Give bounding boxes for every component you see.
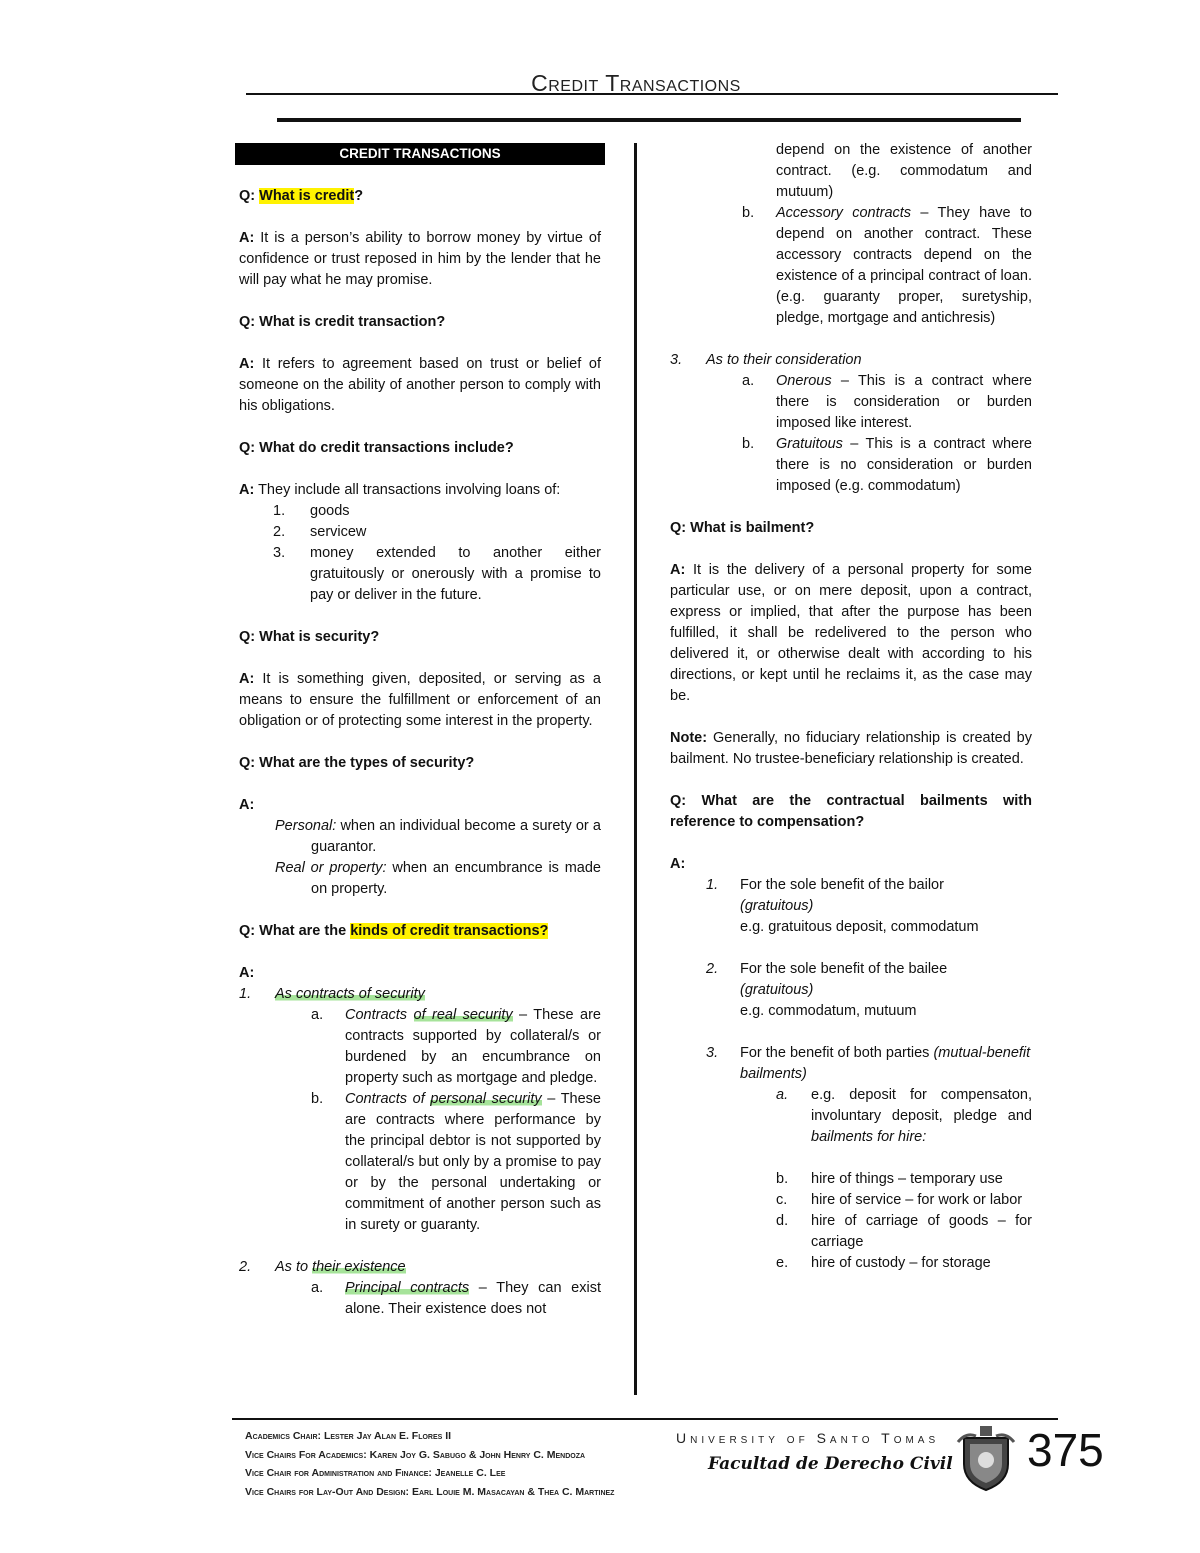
- answer-label: A:: [670, 856, 686, 872]
- header-rule: [246, 93, 1058, 95]
- list-item: a. Onerous – This is a contract where there is consideration or burden imposed like interest.: [742, 373, 1032, 431]
- list-item: e. hire of custody – for storage: [776, 1255, 991, 1271]
- question-kinds-credit: Q: What are the kinds of credit transactions?: [239, 923, 549, 939]
- question-credit-transaction: Q: What is credit transaction?: [239, 314, 446, 330]
- left-column: [239, 140, 601, 1320]
- list-item: 1. For the sole benefit of the bailor (gratuitous) e.g. gratuitous deposit, commodatum: [706, 877, 979, 935]
- university-name: University of Santo Tomas: [676, 1430, 940, 1446]
- list-item: c. hire of service – for work or labor: [776, 1192, 1023, 1208]
- footer-credits: [245, 1427, 614, 1501]
- question-credit-includes: Q: What do credit transactions include?: [239, 440, 514, 456]
- answer-credit-transaction: A: It refers to agreement based on trust or belief of someone on the ability of another person to comply with his obligations.: [239, 356, 601, 414]
- list-item: 3. money extended to another either gratuitously or onerously with a promise to pay or deliver in the future.: [273, 545, 601, 603]
- question-credit: Q: What is credit?: [239, 188, 364, 204]
- list-item: d. hire of carriage of goods – for carriage: [776, 1213, 1032, 1250]
- list-item: a. Principal contracts – They can exist alone. Their existence does not: [311, 1280, 601, 1317]
- footer-credit-line: Academics Chair: Lester Jay Alan E. Flores II: [245, 1430, 452, 1442]
- list-item: b. Contracts of personal security – These are contracts where performance by the principal debtor is not supported by collateral/s but only by a promise to pay or by the personal undertaking or commitment of another person such as in surety or guaranty.: [311, 1091, 601, 1233]
- footer-rule: [232, 1418, 1058, 1420]
- header-rule-thick: [277, 118, 1021, 122]
- list-item: b. Accessory contracts – They have to depend on another contract. These accessory contracts depend on the existence of a principal contract of loan. (e.g. guaranty proper, suretyship, pledge, mortgage and antichresis): [742, 205, 1032, 326]
- list-item: 2. For the sole benefit of the bailee (gratuitous) e.g. commodatum, mutuum: [706, 961, 948, 1019]
- answer-credit-includes: A: They include all transactions involving loans of:: [239, 482, 561, 498]
- list-item: 1. goods: [273, 503, 350, 519]
- answer-security: A: It is something given, deposited, or serving as a means to ensure the fulfillment or enforcement of an obligation or of protecting some interest in the property.: [239, 671, 601, 729]
- faculty-name: Facultad de Derecho Civil: [708, 1454, 953, 1474]
- list-item: a. e.g. deposit for compensaton, involuntary deposit, pledge and bailments for hire:: [776, 1087, 1032, 1145]
- list-item: 2. As to their existence: [239, 1259, 406, 1275]
- footer-credit-line: Vice Chairs for Lay-Out And Design: Earl Louie M. Masacayan & Thea C. Martinez: [245, 1485, 615, 1498]
- page-number: 375: [1027, 1424, 1104, 1476]
- list-item: 3. As to their consideration: [670, 352, 862, 368]
- list-item: b. hire of things – temporary use: [776, 1171, 1003, 1187]
- answer-credit: A: It is a person’s ability to borrow money by virtue of confidence or trust reposed in him by the lender that he will pay what he may promise.: [239, 230, 601, 288]
- list-item: a. Contracts of real security – These are contracts supported by collateral/s or burdened by an encumbrance on property such as mortgage and pledge.: [311, 1007, 601, 1086]
- section-title: CREDIT TRANSACTIONS: [235, 143, 605, 165]
- security-personal: Personal: when an individual become a surety or a guarantor.: [275, 818, 601, 855]
- continued-text: depend on the existence of another contract. (e.g. commodatum and mutuum): [776, 142, 1032, 200]
- security-real: Real or property: when an encumbrance is made on property.: [275, 860, 601, 897]
- right-column: [670, 140, 1032, 1274]
- footer-credit-line: Vice Chair for Administration and Finance: Jeanelle C. Lee: [245, 1467, 506, 1479]
- footer-credit-line: Vice Chairs For Academics: Karen Joy G. Sabugo & John Henry C. Mendoza: [245, 1448, 586, 1461]
- answer-label: A:: [239, 797, 255, 813]
- question-bailment: Q: What is bailment?: [670, 520, 815, 536]
- note-bailment: Note: Generally, no fiduciary relationship is created by bailment. No trustee-beneficiary relationship is created.: [670, 730, 1032, 767]
- list-item: b. Gratuitous – This is a contract where there is no consideration or burden imposed (e.g. commodatum): [742, 436, 1032, 494]
- question-security: Q: What is security?: [239, 629, 380, 645]
- answer-label: A:: [239, 965, 255, 981]
- list-item: 3. For the benefit of both parties (mutual-benefit bailments): [706, 1045, 1031, 1082]
- list-item: 2. servicew: [273, 524, 367, 540]
- question-contractual-bailments: Q: What are the contractual bailments with reference to compensation?: [670, 793, 1032, 830]
- column-divider: [634, 143, 637, 1395]
- question-types-security: Q: What are the types of security?: [239, 755, 475, 771]
- seal-icon: [956, 1424, 1016, 1492]
- list-item: 1. As contracts of security: [239, 986, 425, 1002]
- page-title: Credit Transactions: [531, 70, 741, 96]
- answer-bailment: A: It is the delivery of a personal property for some particular use, or on mere deposit, upon a contract, express or implied, that after the purpose has been fulfilled, it shall be redelivered to the person who delivered it, or otherwise dealt with according to his directions, or kept until he reclaims it, as the case may be.: [670, 562, 1032, 704]
